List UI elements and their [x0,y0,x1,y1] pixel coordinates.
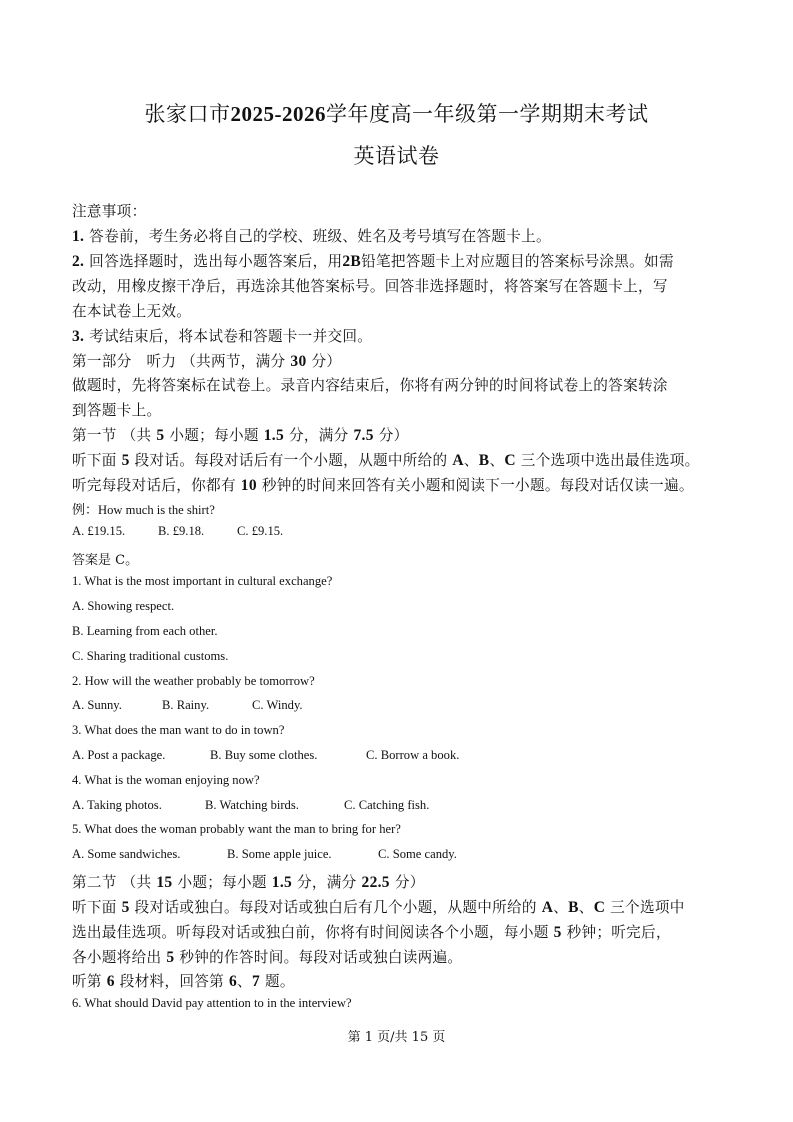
part1-instructions-line-2: 到答题卡上。 [72,402,162,419]
example-options: A. £19.15. B. £9.18. C. £9.15. [72,524,284,538]
question-5-options: A. Some sandwiches. B. Some apple juice. C. Some candy. [72,847,457,861]
section2-heading: 第二节 （共 15 小题；每小题 1.5 分，满分 22.5 分） [72,874,425,891]
exam-title: 张家口市2025-2026学年度高一年级第一学期期末考试 [144,102,649,126]
note-2: 2. 回答选择题时，选出每小题答案后，用2B铅笔把答题卡上对应题目的答案标号涂黑。如需 [72,253,674,270]
question-3: 3. What does the man want to do in town? [72,723,285,737]
note-2-line-2: 改动，用橡皮擦干净后，再选涂其他答案标号。回答非选择题时，将答案写在答题卡上，写 [72,278,668,295]
question-1-option-b: B. Learning from each other. [72,624,218,638]
note-1: 1. 答卷前，考生务必将自己的学校、班级、姓名及考号填写在答题卡上。 [72,228,551,245]
question-4-options: A. Taking photos. B. Watching birds. C. Catching fish. [72,798,430,812]
material-6-heading: 听第 6 段材料，回答第 6、7 题。 [72,973,295,990]
exam-subtitle: 英语试卷 [353,144,440,168]
section2-instructions-line-1: 听下面 5 段对话或独白。每段对话或独白后有几个小题，从题中所给的 A、B、C 三个选项中 [72,899,685,916]
part1-instructions-line-1: 做题时，先将答案标在试卷上。录音内容结束后，你将有两分钟的时间将试卷上的答案转涂 [72,377,668,394]
notes-heading: 注意事项： [72,203,147,220]
question-1-option-c: C. Sharing traditional customs. [72,649,229,663]
section2-instructions-line-3: 各小题将给出 5 秒钟的作答时间。每段对话或独白读两遍。 [72,949,463,966]
question-1: 1. What is the most important in cultural exchange? [72,574,333,588]
page-number: 第 1 页/共 15 页 [347,1030,446,1045]
section1-instructions-line-1: 听下面 5 段对话。每段对话后有一个小题，从题中所给的 A、B、C 三个选项中选出最佳选项。 [72,452,700,469]
section2-instructions-line-2: 选出最佳选项。听每段对话或独白前，你将有时间阅读各个小题，每小题 5 秒钟；听完后， [72,924,671,941]
note-2-line-3: 在本试卷上无效。 [72,303,192,320]
question-2: 2. How will the weather probably be tomorrow? [72,674,315,688]
question-3-options: A. Post a package. B. Buy some clothes. C. Borrow a book. [72,748,460,762]
note-3: 3. 考试结束后，将本试卷和答题卡一并交回。 [72,328,373,345]
question-4: 4. What is the woman enjoying now? [72,773,260,787]
question-2-options: A. Sunny. B. Rainy. C. Windy. [72,698,303,712]
question-5: 5. What does the woman probably want the man to bring for her? [72,822,401,836]
question-6: 6. What should David pay attention to in the interview? [72,996,352,1010]
example-question: 例：How much is the shirt? [72,503,215,518]
section1-heading: 第一节 （共 5 小题；每小题 1.5 分，满分 7.5 分） [72,427,409,444]
question-1-option-a: A. Showing respect. [72,599,175,613]
section1-instructions-line-2: 听完每段对话后，你都有 10 秒钟的时间来回答有关小题和阅读下一小题。每段对话仅读一遍。 [72,477,694,494]
example-answer: 答案是 C。 [72,553,139,568]
part1-heading: 第一部分 听力 （共两节，满分 30 分） [72,353,342,370]
